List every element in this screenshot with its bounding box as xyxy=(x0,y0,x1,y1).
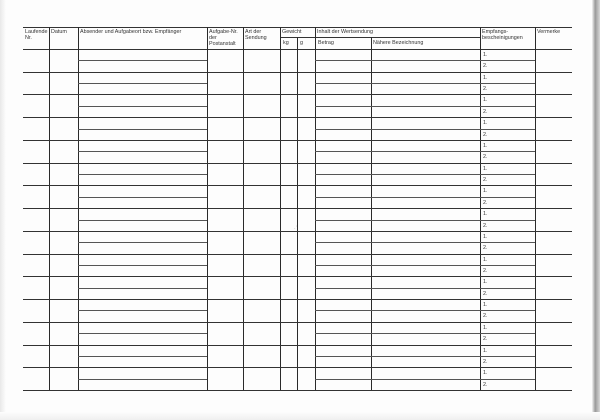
header-gewicht: Gewicht xyxy=(282,29,302,35)
table-top-border xyxy=(23,27,572,28)
receipt-split-line xyxy=(480,333,535,334)
record-separator xyxy=(23,140,572,141)
receipt-split-line xyxy=(480,379,535,380)
inhalt-split-line xyxy=(315,333,480,334)
column-divider-kg-g xyxy=(297,37,298,390)
record-separator xyxy=(23,390,572,391)
receipt-split-line xyxy=(480,83,535,84)
header-art-line1: Art der xyxy=(245,29,262,35)
inhalt-split-line xyxy=(315,174,480,175)
header-betrag: Betrag xyxy=(318,40,334,46)
header-naehere-bezeichnung: Nähere Bezeichnung xyxy=(373,40,424,46)
inhalt-split-line xyxy=(315,288,480,289)
absender-split-line xyxy=(78,83,207,84)
header-absender: Absender und Aufgabeort bzw. Empfänger xyxy=(80,29,182,35)
record-separator xyxy=(23,208,572,209)
record-separator xyxy=(23,185,572,186)
receipt-split-line xyxy=(480,151,535,152)
receipt-label-2: 2. xyxy=(483,222,488,229)
receipt-label-1: 1. xyxy=(483,52,488,58)
record-separator xyxy=(23,163,572,164)
header-laufende-nr xyxy=(25,29,47,41)
header-laufende-line1: Laufende xyxy=(25,29,48,35)
record-separator xyxy=(23,299,572,300)
header-laufende-line2: Nr. xyxy=(25,35,32,41)
absender-split-line xyxy=(78,288,207,289)
header-inhalt: Inhalt der Wertsendung xyxy=(317,29,373,35)
receipt-label-1: 1. xyxy=(483,142,488,149)
column-divider-naehere xyxy=(371,37,372,390)
page-right-edge xyxy=(592,0,600,420)
header-art-line2: Sendung xyxy=(245,35,267,41)
record-separator xyxy=(23,72,572,73)
receipt-split-line xyxy=(480,242,535,243)
receipt-label-2: 2. xyxy=(483,245,488,252)
absender-split-line xyxy=(78,333,207,334)
record-separator xyxy=(23,94,572,95)
receipt-label-2: 2. xyxy=(483,63,488,70)
absender-split-line xyxy=(78,310,207,311)
absender-split-line xyxy=(78,129,207,130)
inhalt-split-line xyxy=(315,129,480,130)
receipt-label-1: 1. xyxy=(483,279,488,286)
receipt-label-2: 2. xyxy=(483,313,488,320)
receipt-label-1: 1. xyxy=(483,370,488,377)
header-datum: Datum xyxy=(51,29,67,35)
receipt-split-line xyxy=(480,197,535,198)
header-aufgabe-nr xyxy=(209,29,238,47)
record-separator xyxy=(23,231,572,232)
receipt-label-1: 1. xyxy=(483,256,488,263)
page-bottom-shadow xyxy=(0,412,600,420)
inhalt-split-line xyxy=(315,265,480,266)
record-separator xyxy=(23,322,572,323)
absender-split-line xyxy=(78,174,207,175)
absender-split-line xyxy=(78,151,207,152)
inhalt-split-line xyxy=(315,310,480,311)
inhalt-split-line xyxy=(315,356,480,357)
absender-split-line xyxy=(78,356,207,357)
inhalt-split-line xyxy=(315,220,480,221)
receipt-split-line xyxy=(480,60,535,61)
record-separator xyxy=(23,254,572,255)
record-separator xyxy=(23,276,572,277)
receipt-label-1: 1. xyxy=(483,233,488,240)
receipt-split-line xyxy=(480,174,535,175)
inhalt-split-line xyxy=(315,83,480,84)
receipt-label-2: 2. xyxy=(483,131,488,138)
inhalt-split-line xyxy=(315,151,480,152)
receipt-label-2: 2. xyxy=(483,358,488,365)
header-empfang-line2: bescheinigungen xyxy=(482,35,523,41)
receipt-label-2: 2. xyxy=(483,290,488,297)
receipt-label-1: 1. xyxy=(483,165,488,172)
header-aufgabe-line1: Aufgabe-Nr. xyxy=(209,29,238,35)
inhalt-split-line xyxy=(315,60,480,61)
inhalt-split-line xyxy=(315,197,480,198)
header-kg: kg xyxy=(283,40,289,46)
page-left-shadow xyxy=(0,0,6,420)
receipt-label-1: 1. xyxy=(483,120,488,127)
inhalt-split-line xyxy=(315,242,480,243)
header-empfangsbescheinigungen xyxy=(482,29,523,41)
absender-split-line xyxy=(78,197,207,198)
receipt-label-2: 2. xyxy=(483,108,488,115)
receipt-label-1: 1. xyxy=(483,188,488,195)
receipt-split-line xyxy=(480,106,535,107)
header-aufgabe-line3: Postanstalt xyxy=(209,41,236,47)
receipt-label-2: 2. xyxy=(483,199,488,206)
header-aufgabe-line2: der xyxy=(209,35,217,41)
receipt-split-line xyxy=(480,310,535,311)
receipt-label-1: 1. xyxy=(483,302,488,309)
inhalt-split-line xyxy=(315,106,480,107)
receipt-label-1: 1. xyxy=(483,74,488,81)
absender-split-line xyxy=(78,242,207,243)
receipt-label-1: 1. xyxy=(483,347,488,354)
absender-split-line xyxy=(78,106,207,107)
absender-split-line xyxy=(78,379,207,380)
absender-split-line xyxy=(78,220,207,221)
header-subdivider xyxy=(280,37,480,38)
receipt-split-line xyxy=(480,129,535,130)
receipt-label-1: 1. xyxy=(483,211,488,218)
absender-split-line xyxy=(78,60,207,61)
receipt-label-2: 2. xyxy=(483,267,488,274)
receipt-label-2: 2. xyxy=(483,86,488,93)
receipt-label-2: 2. xyxy=(483,381,488,388)
header-vermerke: Vermerke xyxy=(537,29,561,35)
header-art-der-sendung xyxy=(245,29,267,41)
inhalt-split-line xyxy=(315,379,480,380)
record-separator xyxy=(23,117,572,118)
paper-smudge: ·ˊ xyxy=(294,226,298,232)
receipt-label-1: 1. xyxy=(483,97,488,104)
receipt-split-line xyxy=(480,288,535,289)
record-separator xyxy=(23,345,572,346)
absender-split-line xyxy=(78,265,207,266)
receipt-split-line xyxy=(480,265,535,266)
header-g: g xyxy=(300,40,303,46)
record-separator xyxy=(23,367,572,368)
receipt-label-2: 2. xyxy=(483,336,488,343)
receipt-split-line xyxy=(480,356,535,357)
receipt-label-2: 2. xyxy=(483,177,488,184)
receipt-split-line xyxy=(480,220,535,221)
header-empfang-line1: Empfangs- xyxy=(482,29,509,35)
receipt-label-2: 2. xyxy=(483,154,488,161)
receipt-label-1: 1. xyxy=(483,324,488,331)
